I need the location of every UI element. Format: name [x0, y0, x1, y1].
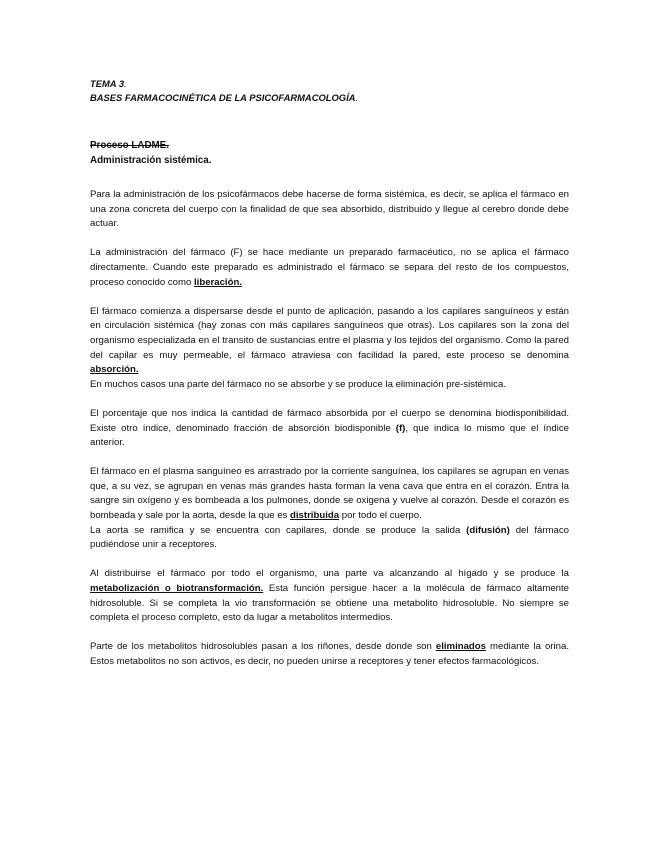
term-distribuida: distribuida [290, 510, 340, 522]
topic-title-line: BASES FARMACOCINÉTICA DE LA PSICOFARMACOLOGÍA. [90, 92, 359, 103]
paragraph-5-text-b: , que indica lo mismo que el índice anterior. [90, 422, 569, 449]
term-difusion: (difusión) [466, 524, 510, 536]
heading-admin: Administración sistémica. [90, 155, 212, 166]
paragraph-5-text-a: El porcentaje que nos indica la cantidad de fármaco absorbida por el cuerpo se denomina biodisponibilidad. Existe otro índice, denominado fracción de absorción biodisponible [90, 407, 569, 434]
paragraph-6-text-a: El fármaco en el plasma sanguíneo es arrastrado por la corriente sanguínea, los capilares se agrupan en venas que, a su vez, se agrupan en venas más grandes hasta forman la vena cava que entra en el corazón. Entra la sangre sin oxígeno y es bombeada a los pulmones, donde se oxigena y vuelve al corazón. Desde el corazón es bombeada y sale por la aorta, desde la que es [90, 466, 569, 522]
paragraph-6-text-b: por todo el cuerpo. [339, 510, 422, 522]
term-metabolizacion: metabolización o biotransformación. [90, 583, 264, 595]
topic-title: BASES FARMACOCINÉTICA DE LA PSICOFARMACOLOGÍA [90, 92, 356, 103]
paragraph-8 [90, 567, 569, 625]
term-f: (f) [395, 422, 406, 434]
term-absorcion: absorción. [90, 364, 139, 376]
paragraph-2 [90, 246, 569, 290]
paragraph-3-text: El fármaco comienza a dispersarse desde el punto de aplicación, pasando a los capilares sanguíneos y están en circulación sistémica (hay zonas con más capilares sanguíneos que otras). Los capilares son la zona del organismo especializada en el transito de sustancias entre el plasma y los tejidos del organismo. Como la pared del capilar es muy permeable, el fármaco atraviesa con facilidad la pared, este proceso se denomina [90, 305, 569, 361]
document-title [90, 77, 569, 105]
paragraph-4: En muchos casos una parte del fármaco no se absorbe y se produce la eliminación pre-sistémica. [90, 378, 506, 390]
paragraph-5 [90, 407, 569, 451]
paragraph-8-text-b: Esta función persigue hacer a la molécula de fármaco altamente hidrosoluble. Si se completa la vio transformación se obtiene una metabolito hidrosoluble. No siempre se completa el proceso completo, esto da lugar a metabolitos intermedios. [90, 583, 569, 624]
paragraph-2-text: La administración del fármaco (F) se hace mediante un preparado farmacéutico, no se aplica el fármaco directamente. Cuando este preparado es administrado el fármaco se separa del resto de los compuestos, proceso conocido como [90, 247, 569, 288]
topic-label: TEMA 3 [90, 78, 125, 89]
term-liberacion: liberación. [194, 276, 242, 288]
paragraph-9 [90, 640, 569, 669]
paragraph-9-text-b: mediante la orina. Estos metabolitos no son activos, es decir, no pueden unirse a receptores y tener efectos farmacológicos. [90, 641, 569, 667]
topic-line: TEMA 3. [90, 78, 127, 89]
paragraph-6 [90, 465, 569, 523]
section-heading [90, 138, 569, 168]
paragraph-3 [90, 305, 569, 378]
paragraph-7-text-a: La aorta se ramifica y se encuentra con capilares, donde se produce la salida [90, 524, 467, 536]
paragraph-8-text-a: Al distribuirse el fármaco por todo el organismo, una parte va alcanzando al hígado y se produce la [90, 568, 569, 580]
paragraph-7-text-b: del fármaco pudiéndose unir a receptores. [90, 524, 569, 551]
paragraph-1: Para la administración de los psicofármacos debe hacerse de forma sistémica, es decir, se aplica el fármaco en una zona concreta del cuerpo con la finalidad de que sea absorbido, distribuido y llegue al cerebro donde debe actuar. [90, 189, 569, 230]
term-eliminados: eliminados [435, 641, 486, 653]
paragraph-7 [90, 524, 569, 553]
heading-process: Proceso LADME. [90, 140, 169, 151]
paragraph-9-text-a: Parte de los metabolitos hidrosolubles pasan a los riñones, desde donde son [90, 641, 436, 653]
